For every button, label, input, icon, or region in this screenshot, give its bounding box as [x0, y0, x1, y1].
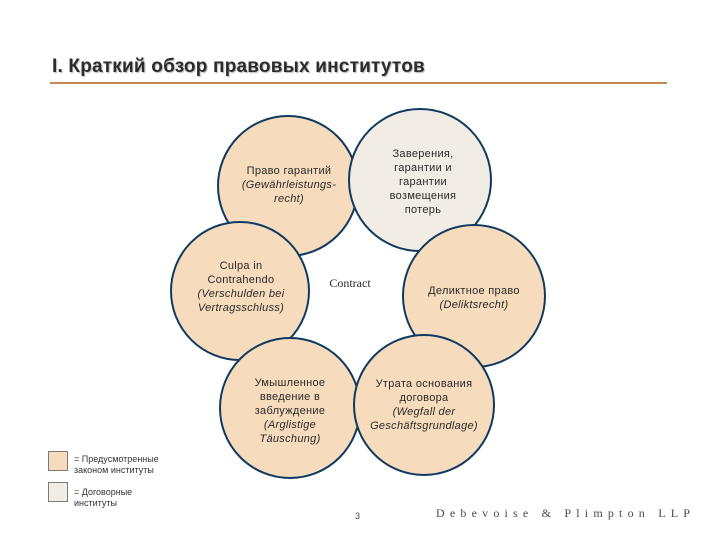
legend-label-contractual: = Договорные институты	[74, 487, 133, 508]
label-culpa: Culpa in Contrahendo (Verschulden bei Vertragsschluss)	[197, 260, 285, 314]
legend-swatch-contractual	[48, 482, 68, 502]
label-tort: Деликтное право (Deliktsrecht)	[428, 285, 520, 311]
legend-swatch-statutory	[48, 451, 68, 471]
label-warranty: Право гарантий (Gewährleistungs- recht)	[241, 165, 337, 205]
contract-label: Contract	[329, 276, 371, 290]
label-fraud: Умышленное введение в заблуждение (Arglistige Täuschung)	[254, 377, 326, 445]
legend-label-statutory: = Предусмотренные законом институты	[74, 454, 159, 475]
label-frustration: Утрата основания договора (Wegfall der Geschäftsgrundlage)	[370, 378, 478, 432]
firm-logo: Debevoise & Plimpton LLP	[436, 506, 696, 520]
page-title: I. Краткий обзор правовых институтов	[52, 56, 425, 77]
page-number: 3	[355, 511, 361, 521]
label-representations: Заверения, гарантии и гарантии возмещения потерь	[389, 148, 457, 216]
